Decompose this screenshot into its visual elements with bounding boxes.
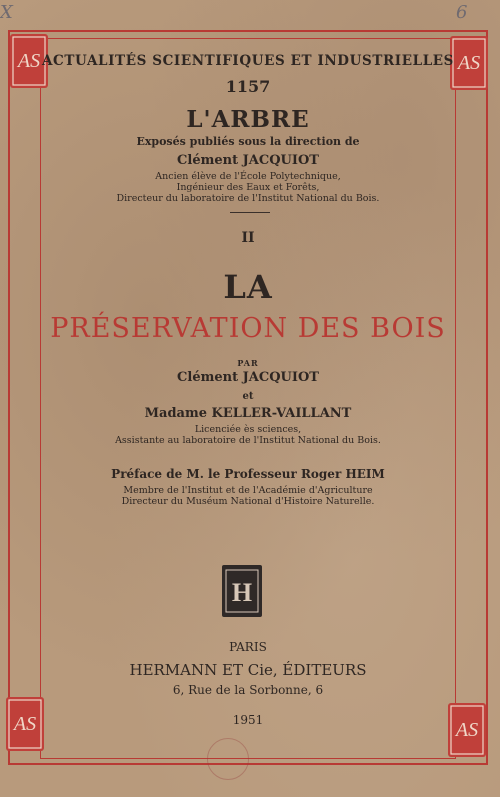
by-label: PAR xyxy=(237,358,259,368)
preface-line: Préface de M. le Professeur Roger HEIM xyxy=(111,467,385,481)
publisher-name: HERMANN ET Cie, ÉDITEURS xyxy=(129,661,367,679)
svg-text:AS: AS xyxy=(13,713,37,735)
author-name: Madame KELLER-VAILLANT xyxy=(144,406,352,421)
series-number: 1157 xyxy=(225,77,271,96)
library-stamp xyxy=(207,738,249,780)
series-title: ACTUALITÉS SCIENTIFIQUES ET INDUSTRIELLES xyxy=(41,53,455,69)
series-emblem-icon xyxy=(448,703,486,757)
svg-text:H: H xyxy=(231,578,253,607)
and-label: et xyxy=(242,391,254,402)
author-credential: Licenciée ès sciences, xyxy=(194,424,302,435)
series-emblem-icon xyxy=(6,697,44,751)
director-credential: Ingénieur des Eaux et Forêts, xyxy=(176,182,320,193)
book-title-line2: PRÉSERVATION DES BOIS xyxy=(50,313,446,344)
collection-title: L'ARBRE xyxy=(186,106,310,133)
svg-text:AS: AS xyxy=(17,50,41,72)
book-title-line1: LA xyxy=(223,268,273,306)
preface-credential: Membre de l'Institut et de l'Académie d'Agriculture xyxy=(123,485,373,496)
director-credential: Directeur du laboratoire de l'Institut National du Bois. xyxy=(116,193,380,204)
publication-year: 1951 xyxy=(232,713,264,727)
svg-text:AS: AS xyxy=(455,719,479,741)
svg-text:AS: AS xyxy=(457,52,481,74)
divider xyxy=(230,212,270,213)
volume-number: II xyxy=(241,230,255,246)
director-credential: Ancien élève de l'École Polytechnique, xyxy=(155,171,341,182)
collection-subtitle: Exposés publiés sous la direction de xyxy=(136,135,360,148)
handwritten-page-number: 6 xyxy=(456,2,468,23)
publisher-logo-icon xyxy=(222,565,262,617)
collection-director: Clément JACQUIOT xyxy=(177,153,319,168)
publisher-address: 6, Rue de la Sorbonne, 6 xyxy=(172,683,324,697)
author-credential: Assistante au laboratoire de l'Institut National du Bois. xyxy=(115,435,381,446)
publisher-city: PARIS xyxy=(229,640,267,654)
handwritten-mark: X xyxy=(0,2,13,23)
author-name: Clément JACQUIOT xyxy=(177,370,319,385)
preface-credential: Directeur du Muséum National d'Histoire Naturelle. xyxy=(121,496,375,507)
